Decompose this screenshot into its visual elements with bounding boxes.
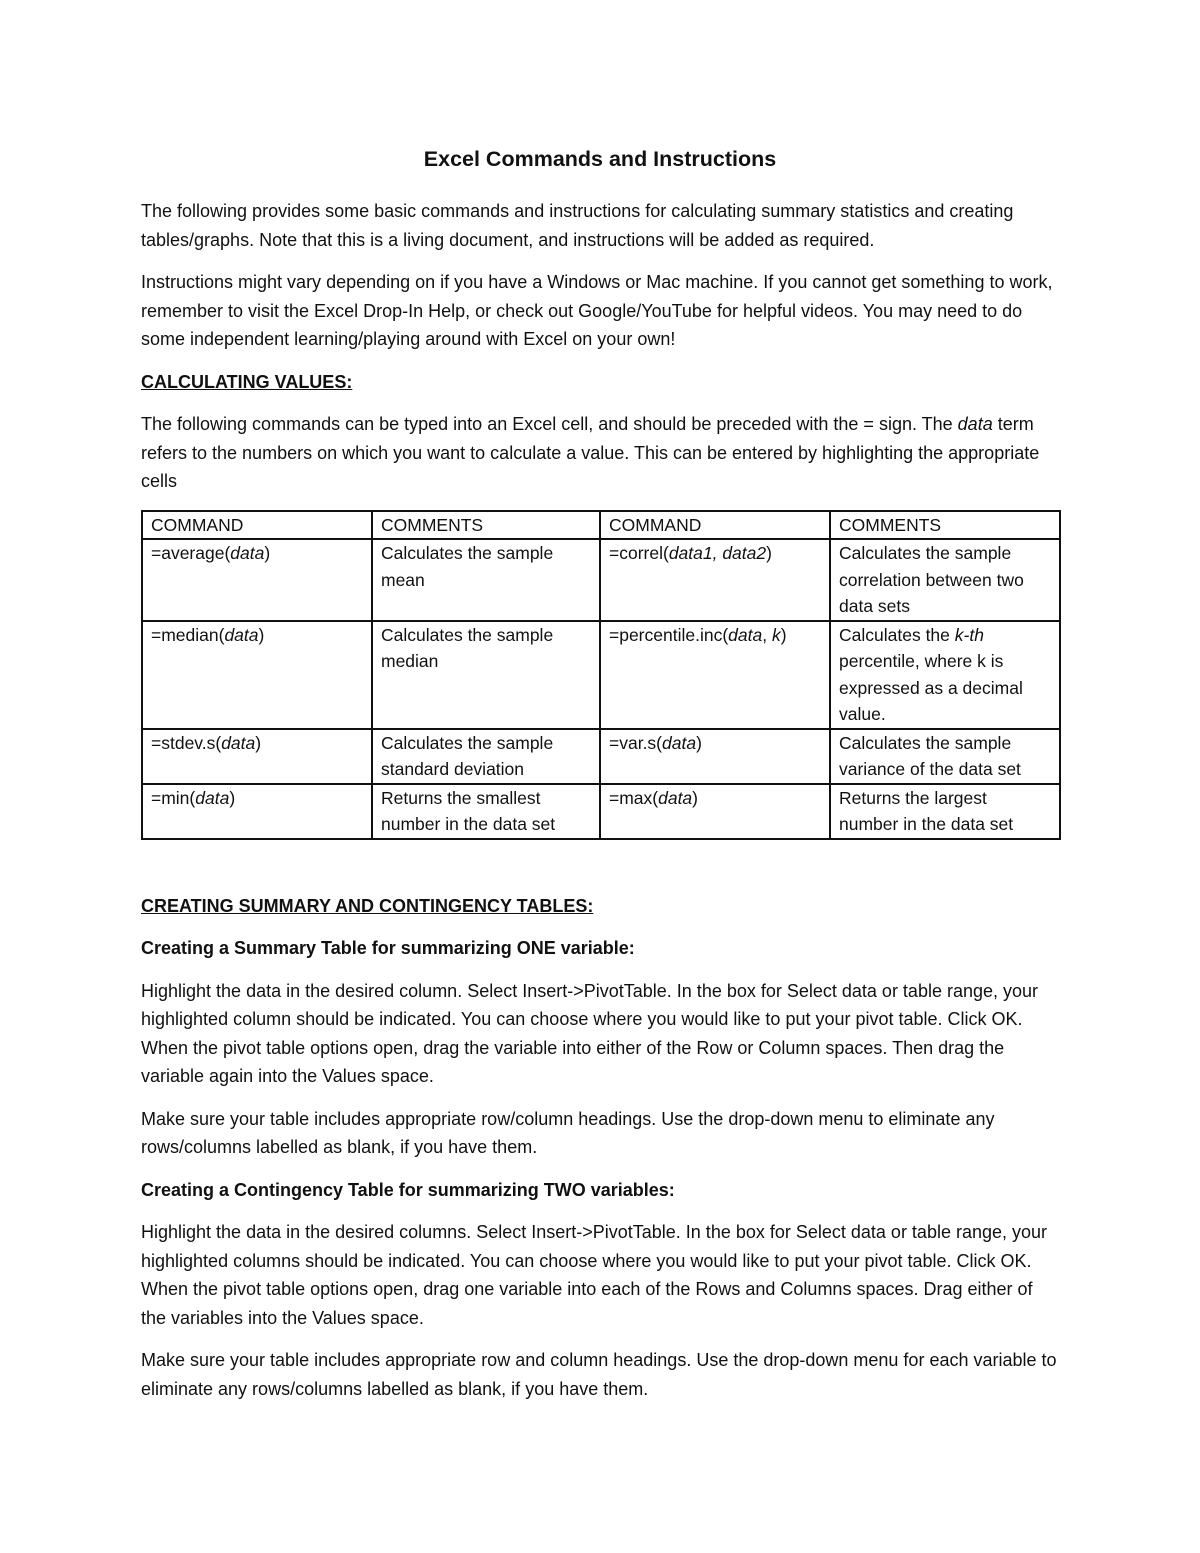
command-cell xyxy=(600,729,830,784)
contingency-paragraph-2: Make sure your table includes appropriate row and column headings. Use the drop-down menu for each variable to eliminate any rows/columns labelled as blank, if you have them. xyxy=(141,1350,1057,1399)
header-comments-1: COMMENTS xyxy=(372,511,600,540)
command-text: =correl( xyxy=(609,543,669,563)
command-cell xyxy=(142,539,372,621)
command-arg: data xyxy=(195,787,230,808)
summary-table-subheading: Creating a Summary Table for summarizing ONE variable: xyxy=(141,938,635,958)
contingency-paragraph-1: Highlight the data in the desired columns. Select Insert->PivotTable. In the box for Select data or table range, your highlighted columns should be indicated. You can choose where you would like to put your pivot table. Click OK. When the pivot table options open, drag one variable into each of the Rows and Columns spaces. Drag either of the variables into the Values space. xyxy=(141,1222,1048,1328)
command-cell xyxy=(600,621,830,729)
intro-paragraph-1: The following provides some basic commands and instructions for calculating summary statistics and creating tables/graphs. Note that this is a living document, and instructions will be added as required. xyxy=(141,201,1014,250)
tables-section-heading: CREATING SUMMARY AND CONTINGENCY TABLES: xyxy=(141,895,594,916)
header-command-1: COMMAND xyxy=(142,511,372,540)
command-text: =min( xyxy=(151,787,196,808)
command-arg: k xyxy=(771,624,781,645)
command-arg: data xyxy=(658,787,693,808)
document-title: Excel Commands and Instructions xyxy=(423,147,777,171)
command-text: ) xyxy=(255,732,262,753)
command-arg: data xyxy=(224,624,259,645)
command-arg: data xyxy=(728,624,763,645)
comment-text: Calculates the xyxy=(839,624,955,645)
table-row xyxy=(142,539,1060,621)
command-cell xyxy=(142,621,372,729)
comment-cell: Calculates the sample variance of the data set xyxy=(830,729,1060,784)
comment-cell: Returns the largest number in the data set xyxy=(830,784,1060,839)
command-text: =median( xyxy=(151,624,225,645)
table-row xyxy=(142,784,1060,839)
command-text: ) xyxy=(229,787,236,808)
header-command-2: COMMAND xyxy=(600,511,830,540)
comment-text: percentile, where k is expressed as a decimal value. xyxy=(839,651,1023,724)
document-body xyxy=(141,143,1059,1417)
command-text: =percentile.inc( xyxy=(609,624,729,645)
command-cell xyxy=(600,784,830,839)
command-text: ) xyxy=(264,543,271,563)
command-text: =stdev.s( xyxy=(151,732,222,753)
calculating-values-heading: CALCULATING VALUES: xyxy=(141,371,353,392)
command-cell xyxy=(142,729,372,784)
calculating-intro-data-term: data xyxy=(957,414,993,434)
comment-italic: k-th xyxy=(954,624,984,645)
table-row xyxy=(142,729,1060,784)
command-text: ) xyxy=(696,732,702,753)
command-arg: data xyxy=(221,732,256,753)
table-row xyxy=(142,621,1060,729)
summary-paragraph-2: Make sure your table includes appropriate row/column headings. Use the drop-down menu to eliminate any rows/columns labelled as blank, if you have them. xyxy=(141,1108,995,1157)
command-text: ) xyxy=(780,624,787,645)
intro-paragraph-2: Instructions might vary depending on if you have a Windows or Mac machine. If you cannot get something to work, remember to visit the Excel Drop-In Help, or check out Google/YouTube for helpful videos. You may need to do some independent learning/playing around with Excel on your own! xyxy=(141,272,1053,349)
command-text: =max( xyxy=(609,787,659,808)
command-text: , xyxy=(762,624,772,645)
comment-cell: Calculates the sample median xyxy=(372,621,600,729)
summary-paragraph-1: Highlight the data in the desired column. Select Insert->PivotTable. In the box for Select data or table range, your highlighted column should be indicated. You can choose where you would like to put your pivot table. Click OK. When the pivot table options open, drag the variable into either of the Row or Column spaces. Then drag the variable again into the Values space. xyxy=(141,980,1039,1086)
command-cell xyxy=(142,784,372,839)
comment-cell: Returns the smallest number in the data set xyxy=(372,784,600,839)
calculating-intro-part1: The following commands can be typed into an Excel cell, and should be preceded with the = sign. The xyxy=(141,414,958,434)
command-text: =average( xyxy=(151,543,231,563)
comment-cell: Calculates the sample mean xyxy=(372,539,600,621)
header-comments-2: COMMENTS xyxy=(830,511,1060,540)
comment-cell: Calculates the sample correlation between two data sets xyxy=(830,539,1060,621)
calculating-intro-part2: term refers to the numbers on which you want to calculate a value. This can be entered by highlighting the appropriate cells xyxy=(141,414,1040,491)
command-text: =var.s( xyxy=(609,732,663,753)
command-arg: data1, data2 xyxy=(668,543,767,563)
command-text: ) xyxy=(692,787,698,808)
calculating-intro xyxy=(141,410,1059,496)
command-text: ) xyxy=(766,543,772,563)
command-cell xyxy=(600,539,830,621)
commands-table xyxy=(141,510,1061,840)
command-arg: data xyxy=(662,732,697,753)
command-text: ) xyxy=(258,624,265,645)
comment-cell: Calculates the sample standard deviation xyxy=(372,729,600,784)
contingency-table-subheading: Creating a Contingency Table for summarizing TWO variables: xyxy=(141,1179,675,1200)
comment-cell xyxy=(830,621,1060,729)
table-header-row xyxy=(142,511,1060,540)
command-arg: data xyxy=(230,543,265,563)
